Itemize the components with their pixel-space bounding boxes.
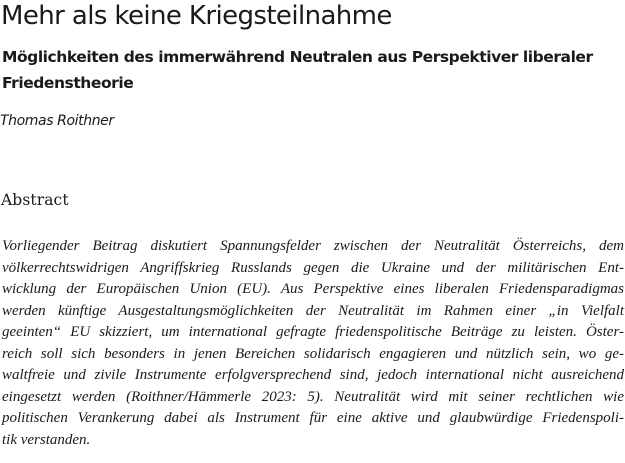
abstract-line: waltfreie und zivile Instrumente erfolgversprechend sind, jedoch international nicht ausreichend [2, 367, 624, 383]
abstract-line: politischen Verankerung dabei als Instrument für eine aktive und glaubwürdige Friedenspoli- [2, 410, 624, 426]
article-title: Mehr als keine Kriegsteilnahme [1, 1, 392, 31]
abstract-line: werden künftige Ausgestaltungsmöglichkeiten der Neutralität im Rahmen einer „in Vielfalt [2, 302, 624, 319]
author-name: Thomas Roithner [0, 113, 114, 129]
abstract-line: geeinten“ EU skizziert, um international gefragte friedenspolitische Beiträge zu leisten. Öster- [2, 324, 624, 340]
abstract-line: tik verstanden. [2, 431, 91, 448]
abstract-line: Vorliegender Beitrag diskutiert Spannungsfelder zwischen der Neutralität Österreichs, dem [2, 238, 624, 254]
abstract-line: völkerrechtswidrigen Angriffskrieg Russlands gegen die Ukraine und der militärischen Ent- [2, 259, 624, 276]
abstract-line: reich soll sich besonders in jenen Bereichen solidarisch engagieren und nützlich sein, wo ge- [2, 345, 624, 362]
article-subtitle: Möglichkeiten des immerwährend Neutralen aus Perspektiver liberaler Friedenstheorie [2, 48, 593, 92]
abstract-line: wicklung der Europäischen Union (EU). Aus Perspektive eines liberalen Friedensparadigmas [2, 281, 624, 297]
abstract-heading: Abstract [1, 191, 69, 209]
abstract-line: eingesetzt werden (Roithner/Hämmerle 2023: 5). Neutralität wird mit seiner rechtlichen wie [2, 388, 624, 405]
abstract-body [2, 236, 624, 451]
